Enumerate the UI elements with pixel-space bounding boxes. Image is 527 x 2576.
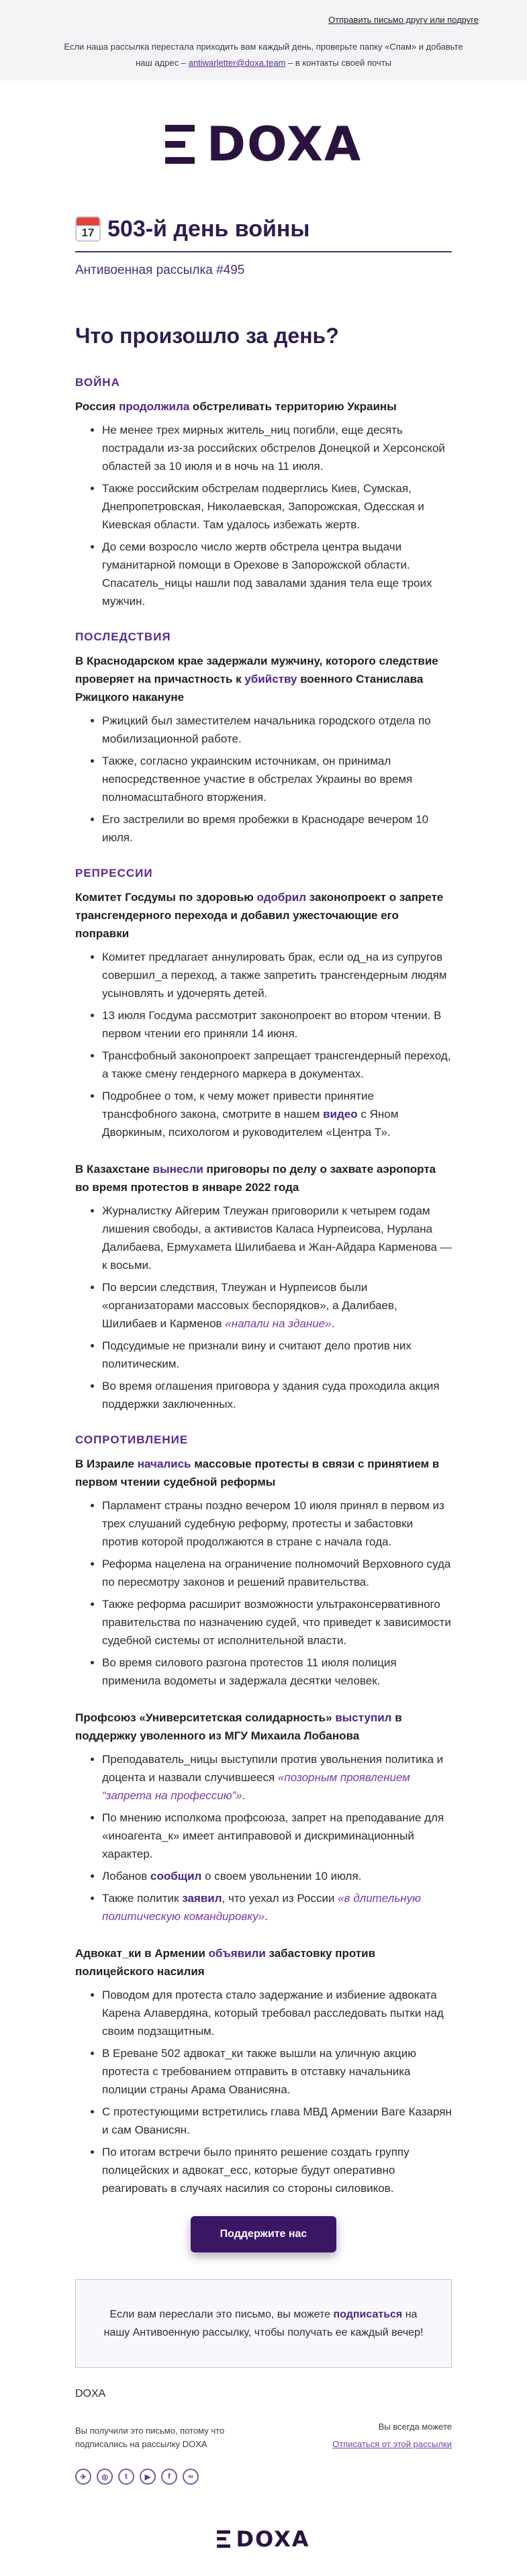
story-lead xyxy=(75,397,452,416)
list-item xyxy=(102,1867,452,1885)
footer-always: Вы всегда можете xyxy=(378,2422,452,2432)
story-lead-text: В Краснодарском крае задержали мужчину, которого следствие проверяет на причастность к xyxy=(75,655,438,685)
sections xyxy=(75,376,452,2197)
point-quote: «позорным проявлением “запрета на профессию”» xyxy=(102,1771,410,1802)
story-source-link[interactable]: продолжила xyxy=(119,400,190,413)
story-source-link[interactable]: вынесли xyxy=(152,1163,203,1176)
newsletter-card xyxy=(0,81,527,2576)
story xyxy=(75,397,452,610)
story-lead-text-end: в поддержку уволенного из МГУ Михаила Лобанова xyxy=(75,1711,402,1742)
point-link[interactable]: заявил xyxy=(182,1892,222,1905)
point-text: Подробнее о том, к чему может привести принятие трансфобного закона, смотрите в нашем xyxy=(102,1090,374,1120)
point-text: По версии следствия, Тлеужан и Нурпеисов были «организаторами массовых беспорядков», а Далибаев, Шилибаев и Карменов xyxy=(102,1281,397,1330)
point-text-end: . xyxy=(242,1789,246,1802)
story-lead xyxy=(75,888,452,943)
section-heading: ПОСЛЕДСТВИЯ xyxy=(75,630,171,643)
section-2 xyxy=(75,867,452,1413)
story-source-link[interactable]: начались xyxy=(137,1458,191,1470)
list-item: • Не менее трех мирных житель_ниц погибли, еще десять пострадали из-за российских обстрелов Донецкой и Херсонской областей за 10 июля и в ночь на 11 июля. xyxy=(102,421,452,475)
list-item xyxy=(102,1889,452,1925)
doxa-logo-text-small: DOXA xyxy=(236,2526,310,2552)
story xyxy=(75,888,452,1141)
list-item: • Во время силового разгона протестов 11 июля полиция применила водометы и задержала десятки человек. xyxy=(102,1654,452,1690)
point-text-end: . xyxy=(331,1317,335,1330)
list-item: • В Ереване 502 адвокат_ки также вышли на уличную акцию протеста с требованием отправить в отставку начальника полиции страны Арама Ованисяна. xyxy=(102,2044,452,2099)
story-lead-text-end: обстреливать территорию Украины xyxy=(189,400,397,413)
newsletter-subtitle: Антивоенная рассылка #495 xyxy=(75,263,245,277)
title-divider xyxy=(75,251,452,252)
link-icon[interactable]: ∞ xyxy=(183,2469,199,2485)
section-heading: РЕПРЕССИИ xyxy=(75,867,153,879)
list-item: • Подсудимые не признали вину и считают дело против них политическим. xyxy=(102,1337,452,1373)
content xyxy=(0,208,527,2502)
story-lead-text: В Казахстане xyxy=(75,1163,153,1176)
section-heading: ВОЙНА xyxy=(75,376,120,389)
subscribe-text: Если вам переслали это письмо, вы можете xyxy=(109,2309,334,2320)
story-points xyxy=(75,1750,452,1925)
calendar-day: 17 xyxy=(81,226,95,239)
notice-text: Если наша рассылка перестала приходить вам каждый день, проверьте папку «Спам» и добавьте наш адрес – xyxy=(64,42,463,68)
point-link[interactable]: сообщил xyxy=(150,1870,202,1882)
unsubscribe-link[interactable]: Отписаться от этой рассылки xyxy=(332,2439,452,2449)
story-lead-text-end: забастовку против полицейского насилия xyxy=(75,1947,376,1978)
point-link[interactable]: видео xyxy=(323,1108,358,1120)
story xyxy=(75,1944,452,2197)
point-text: Также политик xyxy=(102,1892,183,1905)
list-item: • По итогам встречи было принято решение создать группу полицейских и адвокат_есс, которые будут оперативно реагировать в случаях насилия со стороны силовиков. xyxy=(102,2143,452,2197)
notice-text-end: – в контакты своей почты xyxy=(285,58,392,68)
story xyxy=(75,1709,452,1925)
list-item: • С протестующими встретились глава МВД Армении Ваге Казарян и сам Ованисян. xyxy=(102,2103,452,2139)
point-text-end: . xyxy=(265,1910,268,1923)
forward-link[interactable]: Отправить письмо другу или подруге xyxy=(328,15,479,25)
social-links xyxy=(75,2469,199,2485)
list-item: • 13 июля Госдума рассмотрит законопроект во втором чтении. В первом чтении его приняли 14 июня. xyxy=(102,1006,452,1043)
story-lead-text: Адвокат_ки в Армении xyxy=(75,1947,209,1960)
point-quote: «в длительную политическую командировку» xyxy=(102,1892,421,1923)
list-item: • Ржицкий был заместителем начальника городского отдела по мобилизационной работе. xyxy=(102,712,452,748)
story xyxy=(75,652,452,847)
story xyxy=(75,1455,452,1690)
footer-logo xyxy=(0,2502,527,2576)
list-item xyxy=(102,1278,452,1333)
list-item: • Также реформа расширит возможности ультраконсервативного правительства по назначению судей, что приведет к зависимости судебной системы от исполнительной власти. xyxy=(102,1595,452,1650)
list-item: • Во время оглашения приговора у здания суда проходила акция поддержки заключенных. xyxy=(102,1377,452,1413)
list-item: • Поводом для протеста стало задержание и избиение адвоката Карена Алавердяна, который требовал расследовать пытки над своим подзащитным. xyxy=(102,1986,452,2040)
story-lead-text-end: законопроект о запрете трансгендерного перехода и добавил ужесточающие его поправки xyxy=(75,891,444,940)
list-item: • Парламент страны поздно вечером 10 июля принял в первом из трех слушаний судебную реформу, протесты и забастовки против которой продолжаются в стране с начала года. xyxy=(102,1496,452,1551)
story-points xyxy=(75,948,452,1141)
list-item xyxy=(102,1750,452,1805)
point-text-end: о своем увольнении 10 июля. xyxy=(201,1870,362,1882)
point-quote: «напали на здание» xyxy=(225,1317,332,1330)
point-text-end: с Яном Дворкиным, психологом и руководителем «Центра Т». xyxy=(102,1108,399,1139)
story-lead xyxy=(75,1455,452,1491)
support-wrap xyxy=(75,2216,452,2252)
story-lead-text-end: массовые протесты в связи с принятием в первом чтении судебной реформы xyxy=(75,1458,440,1488)
story-source-link[interactable]: объявили xyxy=(208,1947,266,1960)
day-title xyxy=(75,208,452,250)
story-lead xyxy=(75,652,452,706)
point-text: Преподаватель_ницы выступили против увольнения политика и доцента и назвали случившееся xyxy=(102,1753,444,1784)
list-item xyxy=(102,1087,452,1141)
doxa-logo-mark-icon xyxy=(165,125,195,164)
story-lead-text: Комитет Госдумы по здоровью xyxy=(75,891,257,904)
story-source-link[interactable]: одобрил xyxy=(256,891,307,904)
doxa-logo-small[interactable] xyxy=(217,2528,309,2550)
story-lead xyxy=(75,1944,452,1981)
header-logo xyxy=(0,81,527,208)
support-button[interactable]: Поддержите нас xyxy=(191,2216,337,2252)
doxa-logo-text: DOXA xyxy=(206,117,363,172)
story-points xyxy=(75,421,452,610)
story-lead-text-end: приговоры по делу о захвате аэропорта во время протестов в январе 2022 года xyxy=(75,1163,436,1194)
delivery-notice xyxy=(60,39,467,71)
section-1 xyxy=(75,630,452,847)
story xyxy=(75,1160,452,1413)
section-3 xyxy=(75,1433,452,2197)
doxa-logo[interactable] xyxy=(165,117,363,172)
story-source-link[interactable]: убийству xyxy=(244,673,297,685)
list-item: • Также, согласно украинским источникам, он принимал непосредственное участие в обстрелах Украины во время полномасштабного вторжения. xyxy=(102,752,452,806)
doxa-logo-mark-icon xyxy=(217,2530,230,2548)
footer-brand: DOXA xyxy=(75,2388,106,2399)
list-item: • Трансфобный законопроект запрещает трансгендерный переход, а также смену гендерного маркера в документах. xyxy=(102,1047,452,1083)
story-points xyxy=(75,1202,452,1413)
calendar-icon xyxy=(75,216,101,242)
list-item: • Его застрелили во время пробежки в Краснодаре вечером 10 июля. xyxy=(102,810,452,847)
story-points xyxy=(75,1496,452,1690)
youtube-icon[interactable]: ▶ xyxy=(140,2469,156,2485)
facebook-icon[interactable]: f xyxy=(161,2469,177,2485)
list-item: • Комитет предлагает аннулировать брак, если од_на из супругов совершил_а переход, а также запретить трансгендерным людям усыновлять и удочерять детей. xyxy=(102,948,452,1002)
preheader xyxy=(0,0,527,81)
subscribe-text-end: на нашу Антивоенную рассылку, чтобы получать ее каждый вечер! xyxy=(103,2309,424,2338)
story-lead xyxy=(75,1160,452,1196)
story-lead-text: Россия xyxy=(75,400,119,413)
subscribe-box xyxy=(75,2279,452,2368)
story-lead xyxy=(75,1709,452,1745)
footer xyxy=(75,2388,452,2502)
telegram-icon[interactable]: ✈ xyxy=(75,2469,91,2485)
list-item: • До семи возросло число жертв обстрела центра выдачи гуманитарной помощи в Орехове в Запорожской области. Спасатель_ницы нашли под завалами здания тела еще троих мужчин. xyxy=(102,538,452,610)
twitter-icon[interactable]: t xyxy=(118,2469,134,2485)
list-item: • По мнению исполкома профсоюза, запрет на преподавание для «иноагента_к» имеет антиправовой и дискриминационный характер. xyxy=(102,1809,452,1863)
story-lead-text-end: военного Станислава Ржицкого накануне xyxy=(75,673,424,704)
footer-reason: Вы получили это письмо, потому что подписались на рассылку DOXA xyxy=(75,2426,225,2449)
day-title-text: 503-й день войны xyxy=(107,216,310,242)
story-points xyxy=(75,712,452,847)
list-item: • Журналистку Айгерим Тлеужан приговорили к четырем годам лишения свободы, а активистов Каласа Нурпеисова, Нурлана Далибаева, Ермухамета Шилибаева и Жан-Айдара Карменова — к восьми. xyxy=(102,1202,452,1274)
what-happened-title: Что произошло за день? xyxy=(75,324,339,348)
story-source-link[interactable]: выступил xyxy=(335,1711,392,1724)
subscribe-link[interactable]: подписаться xyxy=(333,2309,403,2320)
list-item: • Также российским обстрелам подверглись Киев, Сумская, Днепропетровская, Николаевская, Запорожская, Одесская и Киевская области. Там удалось избежать жертв. xyxy=(102,479,452,534)
story-points xyxy=(75,1986,452,2197)
story-lead-text: Профсоюз «Университетская солидарность» xyxy=(75,1711,336,1724)
story-lead-text: В Израиле xyxy=(75,1458,138,1470)
point-text-mid: , что уехал из России xyxy=(222,1892,338,1905)
point-text: Лобанов xyxy=(102,1870,151,1882)
section-0 xyxy=(75,376,452,610)
notice-email-link[interactable]: antiwarletter@doxa.team xyxy=(188,58,286,68)
list-item: • Реформа нацелена на ограничение полномочий Верховного суда по пересмотру законов и решений правительства. xyxy=(102,1555,452,1591)
instagram-icon[interactable]: ◎ xyxy=(97,2469,113,2485)
section-heading: СОПРОТИВЛЕНИЕ xyxy=(75,1433,189,1446)
